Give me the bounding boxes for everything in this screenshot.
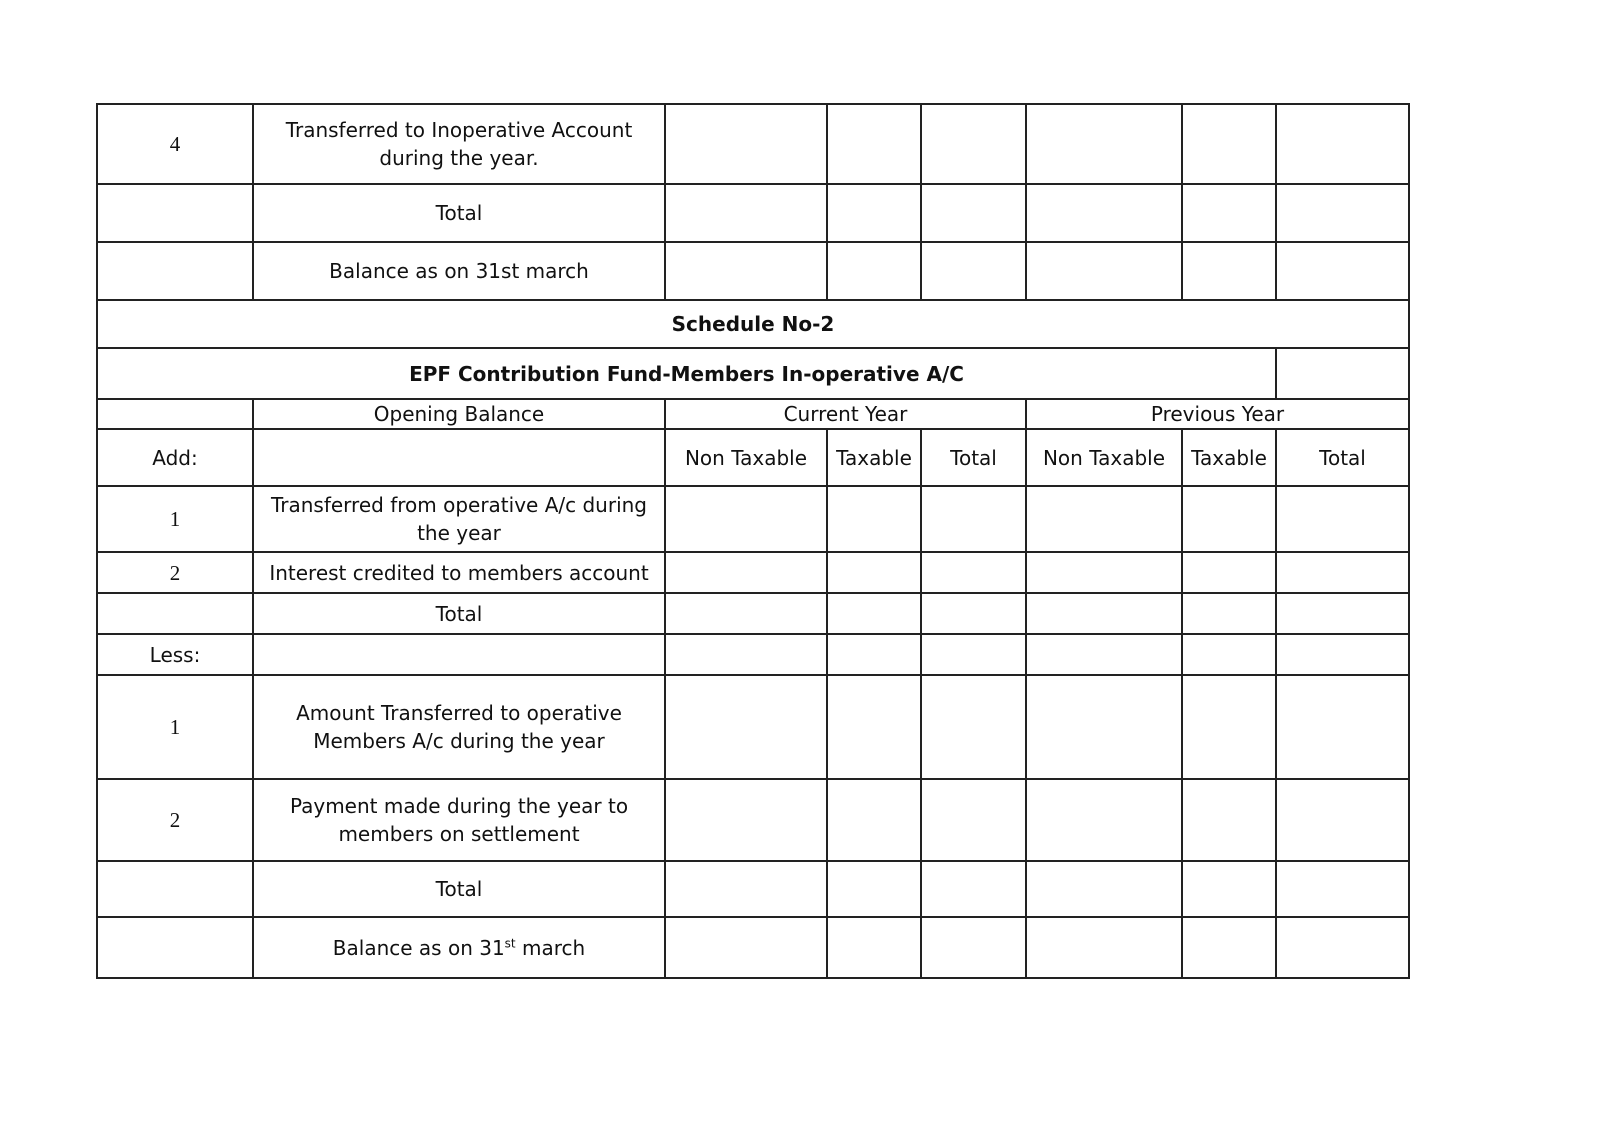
row-label: Interest credited to members account xyxy=(253,552,665,593)
amount-cell[interactable] xyxy=(1026,675,1182,779)
amount-cell[interactable] xyxy=(921,104,1026,184)
amount-cell[interactable] xyxy=(1182,779,1276,861)
table-row xyxy=(97,486,1409,552)
table-row xyxy=(97,634,1409,675)
amount-cell[interactable] xyxy=(1276,593,1409,634)
row-serial xyxy=(97,861,253,917)
amount-cell[interactable] xyxy=(1026,486,1182,552)
table-row xyxy=(97,675,1409,779)
amount-cell[interactable] xyxy=(665,104,827,184)
schedule-title-row xyxy=(97,348,1409,399)
schedule-number-row xyxy=(97,300,1409,348)
amount-cell[interactable] xyxy=(827,675,921,779)
amount-cell[interactable] xyxy=(1182,486,1276,552)
row-serial: 4 xyxy=(97,104,253,184)
previous-non-taxable-header: Non Taxable xyxy=(1026,429,1182,486)
amount-cell[interactable] xyxy=(1026,779,1182,861)
row-serial xyxy=(97,242,253,300)
amount-cell[interactable] xyxy=(1276,779,1409,861)
row-label: Total xyxy=(253,861,665,917)
amount-cell[interactable] xyxy=(1026,552,1182,593)
amount-cell[interactable] xyxy=(1182,552,1276,593)
balance-prefix: Balance as on 31 xyxy=(332,935,505,960)
amount-cell[interactable] xyxy=(1026,593,1182,634)
amount-cell[interactable] xyxy=(827,184,921,242)
amount-cell[interactable] xyxy=(665,184,827,242)
row-label: Balance as on 31st march xyxy=(253,242,665,300)
amount-cell[interactable] xyxy=(827,861,921,917)
amount-cell[interactable] xyxy=(827,552,921,593)
row-serial: 2 xyxy=(97,552,253,593)
table-row xyxy=(97,104,1409,184)
row-serial xyxy=(97,399,253,429)
current-non-taxable-header: Non Taxable xyxy=(665,429,827,486)
amount-cell[interactable] xyxy=(921,242,1026,300)
balance-label xyxy=(253,917,665,978)
amount-cell[interactable] xyxy=(1276,348,1409,399)
amount-cell[interactable] xyxy=(827,242,921,300)
row-serial: 1 xyxy=(97,486,253,552)
amount-cell[interactable] xyxy=(1026,634,1182,675)
schedule-number: Schedule No-2 xyxy=(97,300,1409,348)
subheader-row xyxy=(97,429,1409,486)
row-label: Transferred from operative A/c during the year xyxy=(253,486,665,552)
table-row xyxy=(97,552,1409,593)
amount-cell[interactable] xyxy=(921,779,1026,861)
amount-cell[interactable] xyxy=(1276,184,1409,242)
amount-cell[interactable] xyxy=(921,552,1026,593)
current-total-header: Total xyxy=(921,429,1026,486)
row-label: Total xyxy=(253,184,665,242)
amount-cell[interactable] xyxy=(1182,634,1276,675)
amount-cell[interactable] xyxy=(1276,861,1409,917)
amount-cell[interactable] xyxy=(1276,675,1409,779)
amount-cell[interactable] xyxy=(1182,184,1276,242)
previous-taxable-header: Taxable xyxy=(1182,429,1276,486)
amount-cell[interactable] xyxy=(1026,242,1182,300)
row-serial xyxy=(97,593,253,634)
row-serial: 2 xyxy=(97,779,253,861)
amount-cell[interactable] xyxy=(921,861,1026,917)
amount-cell[interactable] xyxy=(1276,917,1409,978)
amount-cell[interactable] xyxy=(1026,917,1182,978)
amount-cell[interactable] xyxy=(827,634,921,675)
row-label xyxy=(253,634,665,675)
amount-cell[interactable] xyxy=(1026,861,1182,917)
amount-cell[interactable] xyxy=(921,184,1026,242)
amount-cell[interactable] xyxy=(1276,104,1409,184)
row-serial xyxy=(97,917,253,978)
current-year-header: Current Year xyxy=(665,399,1026,429)
row-label: Transferred to Inoperative Account during the year. xyxy=(253,104,665,184)
amount-cell[interactable] xyxy=(921,486,1026,552)
table-row xyxy=(97,779,1409,861)
amount-cell[interactable] xyxy=(827,104,921,184)
amount-cell[interactable] xyxy=(1182,675,1276,779)
amount-cell[interactable] xyxy=(665,917,827,978)
amount-cell[interactable] xyxy=(665,486,827,552)
amount-cell[interactable] xyxy=(827,779,921,861)
table-row xyxy=(97,242,1409,300)
row-label: Amount Transferred to operative Members A/c during the year xyxy=(253,675,665,779)
amount-cell[interactable] xyxy=(1276,552,1409,593)
row-serial xyxy=(97,184,253,242)
balance-suffix: march xyxy=(515,935,586,960)
amount-cell[interactable] xyxy=(665,593,827,634)
less-label: Less: xyxy=(97,634,253,675)
amount-cell[interactable] xyxy=(921,593,1026,634)
amount-cell[interactable] xyxy=(1182,861,1276,917)
amount-cell[interactable] xyxy=(1182,242,1276,300)
opening-balance-header: Opening Balance xyxy=(253,399,665,429)
amount-cell[interactable] xyxy=(665,552,827,593)
amount-cell[interactable] xyxy=(827,486,921,552)
table-row xyxy=(97,917,1409,978)
row-label: Total xyxy=(253,593,665,634)
schedule-table xyxy=(96,103,1410,979)
amount-cell[interactable] xyxy=(1182,104,1276,184)
amount-cell[interactable] xyxy=(665,861,827,917)
table-row xyxy=(97,861,1409,917)
table-row xyxy=(97,593,1409,634)
row-label xyxy=(253,429,665,486)
amount-cell[interactable] xyxy=(665,779,827,861)
amount-cell[interactable] xyxy=(1026,104,1182,184)
previous-year-header: Previous Year xyxy=(1026,399,1409,429)
amount-cell[interactable] xyxy=(827,593,921,634)
schedule-title: EPF Contribution Fund-Members In-operative A/C xyxy=(97,348,1276,399)
amount-cell[interactable] xyxy=(1182,917,1276,978)
amount-cell[interactable] xyxy=(1182,593,1276,634)
row-label: Payment made during the year to members on settlement xyxy=(253,779,665,861)
amount-cell[interactable] xyxy=(921,917,1026,978)
previous-total-header: Total xyxy=(1276,429,1409,486)
table-row xyxy=(97,184,1409,242)
amount-cell[interactable] xyxy=(665,634,827,675)
amount-cell[interactable] xyxy=(665,675,827,779)
amount-cell[interactable] xyxy=(1276,634,1409,675)
amount-cell[interactable] xyxy=(921,634,1026,675)
add-label: Add: xyxy=(97,429,253,486)
current-taxable-header: Taxable xyxy=(827,429,921,486)
amount-cell[interactable] xyxy=(1026,184,1182,242)
header-row xyxy=(97,399,1409,429)
amount-cell[interactable] xyxy=(1276,486,1409,552)
amount-cell[interactable] xyxy=(665,242,827,300)
amount-cell[interactable] xyxy=(827,917,921,978)
balance-ordinal: st xyxy=(504,935,516,950)
amount-cell[interactable] xyxy=(921,675,1026,779)
row-serial: 1 xyxy=(97,675,253,779)
amount-cell[interactable] xyxy=(1276,242,1409,300)
